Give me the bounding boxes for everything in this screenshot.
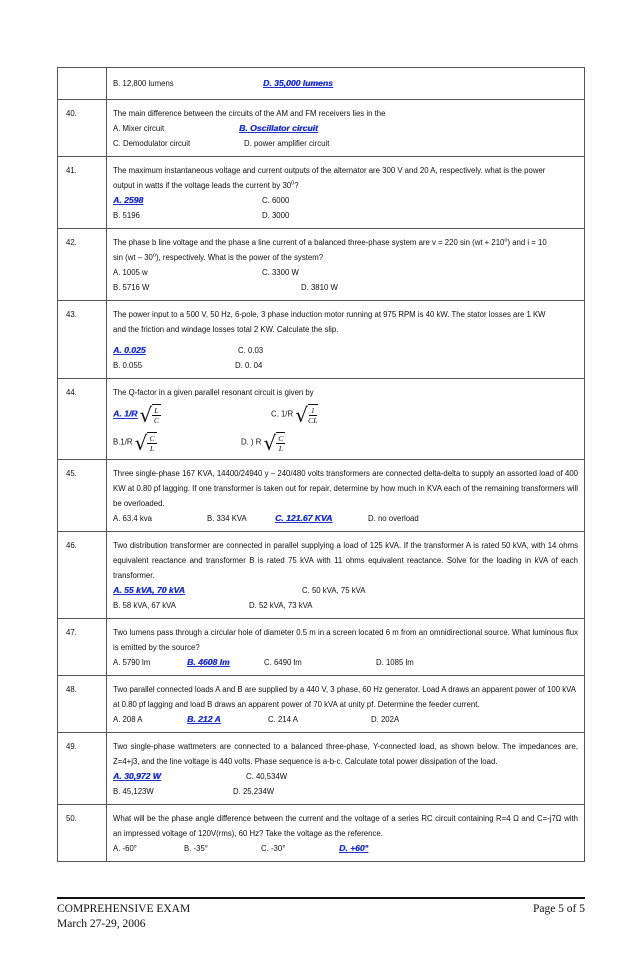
question-number: 42. [58,229,107,301]
question-body [107,805,585,862]
choice-d: D. 52 kVA, 73 kVA [249,601,313,610]
question-text-line2: output in watts if the voltage leads the current by $30^0$? [113,180,299,190]
choice-a-answer: A. 55 kVA, 70 kVA [113,585,185,595]
question-number: 40. [58,100,107,157]
choice-d: D. 202A [371,715,400,724]
question-text: The Q-factor in a given parallel resonant circuit is given by [113,388,314,397]
table-row [58,229,585,301]
choice-a-answer: A. 1/R [113,408,138,419]
question-body [107,229,585,301]
choice-c: C. 6000 [262,196,290,205]
question-text-line1: The power input to a 500 V, 50 Hz, 6-pole, 3 phase induction motor running at 975 RPM is 40 kW. The stator losses are 1 KW [113,310,546,319]
choice-c: C. 3300 W [262,268,299,277]
question-body [107,676,585,733]
question-text: Two single-phase wattmeters are connected to a balanced three-phase, Y-connected load, as shown below. The impedances are, Z=4+j3, and the line voltage is 440 volts. Phase sequence is a-b-c. Calculate total power dissipation of the load. [113,742,578,766]
choice-d: D. 1085 lm [376,658,414,667]
choice-c: C. Demodulator circuit [113,139,191,148]
question-text-line2: sin (wt – 30$^o$), respectively. What is the power of the system? [113,252,324,262]
question-number: 44. [58,379,107,460]
footer-page-number: Page 5 of 5 [532,903,585,915]
choice-b-answer: B. 4608 lm [187,657,230,667]
footer-exam-title: COMPREHENSIVE EXAM [57,903,191,915]
question-body [107,460,585,532]
choice-b: B. 5196 [113,211,140,220]
choice-a: A. 63.4 kva [113,514,153,523]
question-body [107,532,585,619]
question-number: 46. [58,532,107,619]
sqrt-c-over-l: √ $\frac{C}{L}$ [134,430,155,455]
choice-b: B. 334 KVA [207,514,247,523]
question-body [107,619,585,676]
question-text: Two distribution transformer are connected in parallel supplying a load of 125 kVA. If the transformer A is rated 50 kVA, with 14 ohms equivalent reactance and transformer B is rated 75 kVA with 11 ohms equivalent reactance. Solve for the loading in kVA of each transformer. [113,541,578,580]
choice-c-answer: C. 121.67 KVA [275,513,333,523]
choice-b: B. -35° [184,844,208,853]
question-body [107,379,585,460]
choice-b: B. 5716 W [113,283,150,292]
question-number: 50. [58,805,107,862]
question-body [107,301,585,379]
question-number: 48. [58,676,107,733]
choice-a: A. 1005 w [113,268,148,277]
question-number: 41. [58,157,107,229]
table-row [58,805,585,862]
table-row [58,676,585,733]
question-body [107,68,585,100]
choice-b-answer: B. 212 A [187,714,221,724]
question-text: The main difference between the circuits of the AM and FM receivers lies in the [113,109,386,118]
sqrt-l-over-c: √ $\frac{L}{C}$ [139,402,160,427]
choice-c: C. 6490 lm [264,658,302,667]
choice-d-answer: D. 35,000 lumens [263,78,333,88]
choice-a: A. -60° [113,844,137,853]
choice-d-answer: D. +60° [339,843,368,853]
choice-c: C. 0.03 [238,346,264,355]
choice-c: C. -30° [261,844,286,853]
table-row [58,301,585,379]
choice-a: A. 208 A [113,715,143,724]
table-row [58,619,585,676]
choice-a: A. Mixer circuit [113,124,165,133]
footer-divider [57,897,585,899]
question-body [107,733,585,805]
question-text-line1: The phase b line voltage and the phase a line current of a balanced three-phase system are v = 220 $\sin (wt + 210^o)$ and i = 10 [113,237,547,247]
question-text: Two lumens pass through a circular hole of diameter 0.5 m in a screen located 6 m from an omnidirectional source. What luminous flux is emitted by the source? [113,628,578,652]
table-row [58,100,585,157]
choice-b: B. 45,123W [113,787,154,796]
choice-d: D. 3810 W [301,283,338,292]
choice-c: C. 50 kVA, 75 kVA [302,586,366,595]
choice-d: D. power amplifier circuit [244,139,330,148]
choice-b: B. 58 kVA, 67 kVA [113,601,176,610]
question-number: 47. [58,619,107,676]
choice-c: C. 40,534W [246,772,288,781]
question-body [107,100,585,157]
choice-a-answer: A. 0.025 [113,345,146,355]
table-row [58,379,585,460]
question-text-line2: and the friction and windage losses total 2 KW. Calculate the slip. [113,325,339,334]
table-row [58,157,585,229]
choice-a: A. 5790 lm [113,658,151,667]
table-row [58,68,585,100]
choice-b: B.1/R [113,437,133,447]
choice-b: B. 0.055 [113,361,143,370]
choice-d: D. 0. 04 [235,361,263,370]
question-number: 49. [58,733,107,805]
question-number: 45. [58,460,107,532]
sqrt-1-over-cl: √ $\frac{1}{CL}$ [295,402,318,427]
question-text: Three single-phase 167 KVA, 14400/24940 y – 240/480 volts transformers are connected delta-delta to supply an assorted load of 400 KW at 0.80 pf lagging. If one transformer is taken out for repair, determine by how much in KVA each of the remaining transformers will be overloaded. [113,469,578,508]
question-body [107,157,585,229]
question-number: 43. [58,301,107,379]
sqrt-c-over-l-d: √ $\frac{C}{L}$ [263,430,284,455]
choice-b: B. 12,800 lumens [113,79,174,88]
choice-c: C. 214 A [268,715,298,724]
choice-d: D. 25,234W [233,787,275,796]
question-number [58,68,107,100]
question-text-line1: The maximum instantaneous voltage and current outputs of the alternator are 300 V and 20 A, respectively. what is the power [113,166,546,175]
page-footer [57,902,585,942]
choice-b-answer: B. Oscillator circuit [239,123,318,133]
choice-a-answer: A. 2598 [113,195,144,205]
table-row [58,460,585,532]
choice-c: C. 1/R [271,409,294,419]
footer-exam-date: March 27-29, 2006 [57,918,146,930]
choice-d: D. 3000 [262,211,290,220]
choice-d: D. ) R [241,437,262,447]
question-text: What will be the phase angle difference between the current and the voltage of a series RC circuit containing R=4 Ω and C=-j7Ω with an impressed voltage of 120V(rms), 60 Hz? Take the voltage as the reference. [113,814,578,838]
question-text: Two parallel connected loads A and B are supplied by a 440 V, 3 phase, 60 Hz generator. Load A draws an apparent power of 100 kVA at 0.80 pf lagging and load B draws an apparent power of 70 kVA at unity pf. Determine the feeder current. [113,685,576,709]
question-table [57,67,585,862]
table-row [58,733,585,805]
table-row [58,532,585,619]
choice-a-answer: A. 30,972 W [113,771,161,781]
choice-d: D. no overload [368,514,419,523]
